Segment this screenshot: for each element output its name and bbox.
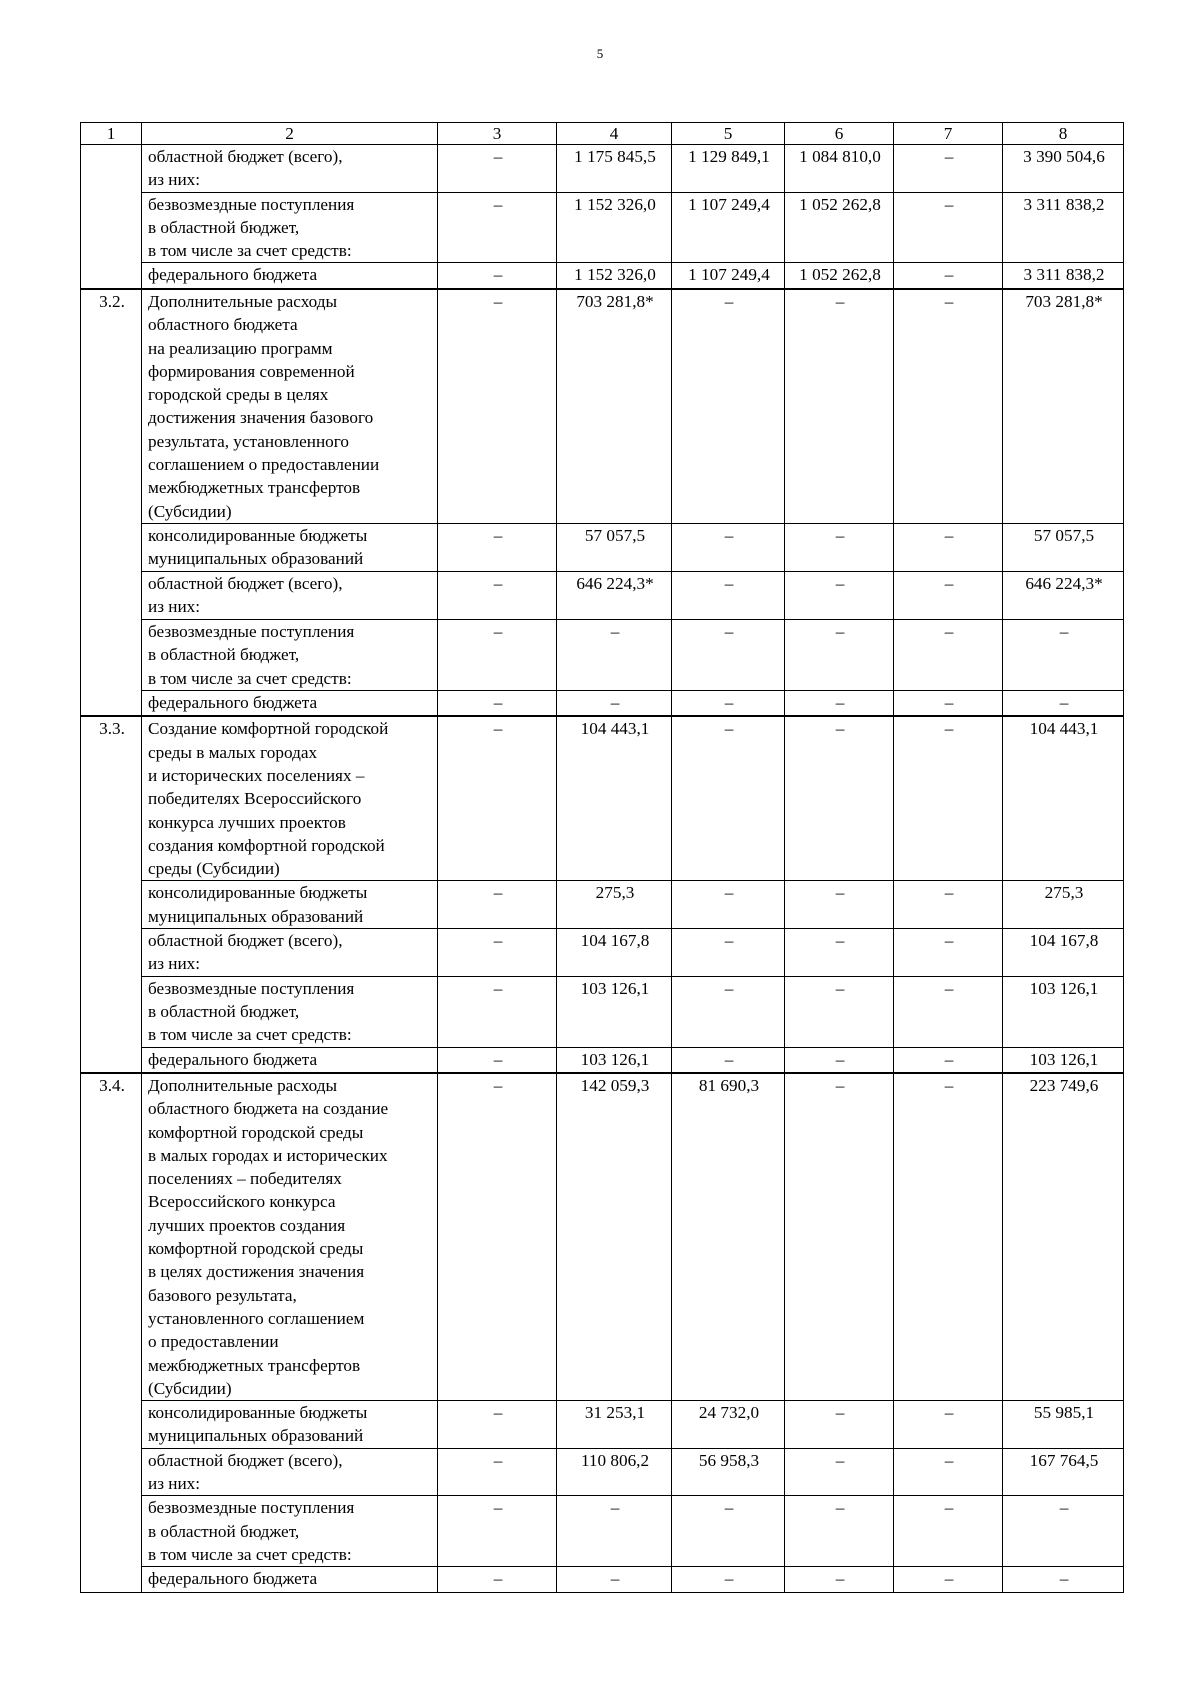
description-line: областной бюджет (всего),: [148, 931, 343, 951]
value-cell-col-4: 103 126,1: [557, 976, 672, 1047]
table-row: [81, 145, 1124, 193]
value-cell-col-3: –: [438, 1073, 557, 1401]
value-cell-col-3: –: [438, 1047, 557, 1073]
value-cell-col-6: –: [785, 571, 894, 619]
description-line: федерального бюджета: [148, 692, 318, 712]
description-line: установленного соглашением: [148, 1308, 365, 1328]
description-line: Дополнительные расходы: [148, 1076, 338, 1095]
value-cell-col-3: –: [438, 690, 557, 716]
description-cell: [142, 1496, 438, 1567]
value-cell-col-6: –: [785, 1401, 894, 1449]
value-cell-col-3: –: [438, 619, 557, 690]
table-row: [81, 881, 1124, 929]
column-number: 4: [557, 123, 672, 145]
value-cell-col-5: –: [672, 881, 785, 929]
description-line: из них:: [148, 954, 201, 974]
description-cell: [142, 263, 438, 289]
value-cell-col-7: –: [894, 716, 1003, 881]
value-cell-col-3: –: [438, 1448, 557, 1496]
description-line: консолидированные бюджеты: [148, 1403, 368, 1423]
description-line: комфортной городской среды: [148, 1122, 364, 1142]
description-line: победителях Всероссийского: [148, 789, 362, 809]
column-number: 7: [894, 123, 1003, 145]
description-line: муниципальных образований: [148, 1426, 364, 1446]
value-cell-col-6: –: [785, 1567, 894, 1593]
description-cell: [142, 716, 438, 881]
value-cell-col-3: –: [438, 1496, 557, 1567]
value-cell-col-7: –: [894, 619, 1003, 690]
value-cell-col-5: –: [672, 571, 785, 619]
description-line: межбюджетных трансфертов: [148, 1355, 361, 1375]
description-line: среды (Субсидии): [148, 859, 280, 879]
description-line: в том числе за счет средств:: [148, 1025, 352, 1045]
description-line: федерального бюджета: [148, 265, 318, 285]
value-cell-col-6: –: [785, 1047, 894, 1073]
value-cell-col-8: –: [1003, 1496, 1124, 1567]
value-cell-col-8: 57 057,5: [1003, 523, 1124, 571]
description-line: создания комфортной городской: [148, 835, 385, 855]
value-cell-col-7: –: [894, 289, 1003, 523]
table-row: [81, 192, 1124, 263]
value-cell-col-6: –: [785, 1073, 894, 1401]
value-cell-col-7: –: [894, 1401, 1003, 1449]
value-cell-col-7: –: [894, 1073, 1003, 1401]
description-line: поселениях – победителях: [148, 1169, 342, 1189]
row-number-cell: [81, 145, 142, 289]
value-cell-col-7: –: [894, 192, 1003, 263]
value-cell-col-8: –: [1003, 1567, 1124, 1593]
value-cell-col-3: –: [438, 929, 557, 977]
value-cell-col-4: 110 806,2: [557, 1448, 672, 1496]
description-line: городской среды в целях: [148, 385, 329, 405]
description-line: областной бюджет (всего),: [148, 573, 343, 593]
description-line: консолидированные бюджеты: [148, 883, 368, 903]
description-cell: [142, 1401, 438, 1449]
description-cell: [142, 690, 438, 716]
value-cell-col-5: –: [672, 716, 785, 881]
value-cell-col-6: –: [785, 1496, 894, 1567]
description-line: на реализацию программ: [148, 338, 333, 358]
value-cell-col-4: 104 167,8: [557, 929, 672, 977]
row-number-cell: 3.4.: [81, 1073, 142, 1593]
table-row: [81, 1401, 1124, 1449]
value-cell-col-5: –: [672, 619, 785, 690]
value-cell-col-8: 223 749,6: [1003, 1073, 1124, 1401]
value-cell-col-5: 1 107 249,4: [672, 192, 785, 263]
value-cell-col-3: –: [438, 976, 557, 1047]
value-cell-col-7: –: [894, 690, 1003, 716]
value-cell-col-8: –: [1003, 690, 1124, 716]
value-cell-col-7: –: [894, 976, 1003, 1047]
value-cell-col-4: –: [557, 619, 672, 690]
description-line: в областной бюджет,: [148, 1001, 300, 1021]
table-row: [81, 1448, 1124, 1496]
value-cell-col-4: 142 059,3: [557, 1073, 672, 1401]
value-cell-col-3: –: [438, 716, 557, 881]
table-body: [81, 145, 1124, 1593]
description-cell: [142, 145, 438, 193]
column-number: 5: [672, 123, 785, 145]
value-cell-col-7: –: [894, 523, 1003, 571]
description-line: в том числе за счет средств:: [148, 668, 352, 688]
description-line: в областной бюджет,: [148, 217, 300, 237]
value-cell-col-7: –: [894, 263, 1003, 289]
description-line: среды в малых городах: [148, 742, 318, 762]
value-cell-col-3: –: [438, 881, 557, 929]
budget-table: [80, 122, 1124, 1593]
value-cell-col-8: 167 764,5: [1003, 1448, 1124, 1496]
table-row: [81, 929, 1124, 977]
value-cell-col-5: 24 732,0: [672, 1401, 785, 1449]
table-row: [81, 690, 1124, 716]
value-cell-col-6: 1 052 262,8: [785, 263, 894, 289]
table-row: [81, 1496, 1124, 1567]
value-cell-col-3: –: [438, 1401, 557, 1449]
table-row: [81, 619, 1124, 690]
table-row: [81, 263, 1124, 289]
value-cell-col-5: 1 129 849,1: [672, 145, 785, 193]
description-line: межбюджетных трансфертов: [148, 478, 361, 498]
description-line: областной бюджет (всего),: [148, 1450, 343, 1470]
description-cell: [142, 976, 438, 1047]
value-cell-col-8: –: [1003, 619, 1124, 690]
description-line: лучших проектов создания: [148, 1215, 346, 1235]
description-cell: [142, 192, 438, 263]
value-cell-col-3: –: [438, 145, 557, 193]
description-line: в малых городах и исторических: [148, 1145, 388, 1165]
description-line: в целях достижения значения: [148, 1262, 365, 1282]
description-line: безвозмездные поступления: [148, 621, 355, 641]
value-cell-col-7: –: [894, 571, 1003, 619]
description-cell: [142, 1567, 438, 1593]
table-row: [81, 571, 1124, 619]
description-line: в областной бюджет,: [148, 645, 300, 665]
description-line: безвозмездные поступления: [148, 194, 355, 214]
row-number-cell: 3.3.: [81, 716, 142, 1073]
description-cell: [142, 881, 438, 929]
value-cell-col-5: –: [672, 1496, 785, 1567]
value-cell-col-6: –: [785, 619, 894, 690]
value-cell-col-4: 31 253,1: [557, 1401, 672, 1449]
value-cell-col-6: –: [785, 289, 894, 523]
value-cell-col-5: –: [672, 523, 785, 571]
value-cell-col-4: 1 152 326,0: [557, 192, 672, 263]
value-cell-col-5: –: [672, 289, 785, 523]
value-cell-col-5: –: [672, 1567, 785, 1593]
value-cell-col-4: 57 057,5: [557, 523, 672, 571]
column-number-row: [81, 123, 1124, 145]
value-cell-col-8: 3 311 838,2: [1003, 263, 1124, 289]
value-cell-col-8: 275,3: [1003, 881, 1124, 929]
column-number: 8: [1003, 123, 1124, 145]
description-line: из них:: [148, 597, 201, 617]
column-number: 6: [785, 123, 894, 145]
value-cell-col-4: –: [557, 1496, 672, 1567]
value-cell-col-3: –: [438, 289, 557, 523]
description-line: федерального бюджета: [148, 1569, 318, 1589]
description-line: соглашением о предоставлении: [148, 455, 380, 475]
description-line: областной бюджет (всего),: [148, 147, 343, 166]
description-cell: [142, 929, 438, 977]
value-cell-col-3: –: [438, 523, 557, 571]
description-line: из них:: [148, 1474, 201, 1494]
value-cell-col-6: –: [785, 690, 894, 716]
value-cell-col-4: 646 224,3*: [557, 571, 672, 619]
value-cell-col-6: –: [785, 523, 894, 571]
description-line: в том числе за счет средств:: [148, 1544, 352, 1564]
value-cell-col-6: 1 084 810,0: [785, 145, 894, 193]
value-cell-col-4: 1 152 326,0: [557, 263, 672, 289]
value-cell-col-5: 56 958,3: [672, 1448, 785, 1496]
table-row: [81, 523, 1124, 571]
value-cell-col-5: –: [672, 1047, 785, 1073]
description-line: (Субсидии): [148, 501, 232, 521]
value-cell-col-5: –: [672, 690, 785, 716]
column-number: 1: [81, 123, 142, 145]
value-cell-col-6: –: [785, 716, 894, 881]
table-row: [81, 716, 1124, 881]
description-cell: [142, 1073, 438, 1401]
description-line: федерального бюджета: [148, 1049, 318, 1069]
table-row: [81, 1073, 1124, 1401]
description-line: конкурса лучших проектов: [148, 812, 346, 832]
row-number-cell: 3.2.: [81, 289, 142, 716]
value-cell-col-8: 104 443,1: [1003, 716, 1124, 881]
page-number: 5: [596, 46, 604, 61]
description-line: безвозмездные поступления: [148, 1498, 355, 1518]
description-cell: [142, 619, 438, 690]
value-cell-col-7: –: [894, 1496, 1003, 1567]
description-line: (Субсидии): [148, 1378, 232, 1398]
description-line: комфортной городской среды: [148, 1239, 364, 1259]
description-line: Всероссийского конкурса: [148, 1192, 336, 1212]
value-cell-col-7: –: [894, 929, 1003, 977]
value-cell-col-5: –: [672, 976, 785, 1047]
table-row: [81, 1567, 1124, 1593]
description-line: из них:: [148, 170, 201, 190]
description-line: результата, установленного: [148, 431, 349, 451]
value-cell-col-8: 55 985,1: [1003, 1401, 1124, 1449]
description-line: о предоставлении: [148, 1332, 279, 1352]
description-line: консолидированные бюджеты: [148, 525, 368, 545]
description-cell: [142, 571, 438, 619]
description-line: Дополнительные расходы: [148, 291, 338, 311]
value-cell-col-7: –: [894, 1047, 1003, 1073]
value-cell-col-7: –: [894, 881, 1003, 929]
value-cell-col-7: –: [894, 1567, 1003, 1593]
value-cell-col-6: –: [785, 929, 894, 977]
description-line: муниципальных образований: [148, 549, 364, 569]
description-line: безвозмездные поступления: [148, 978, 355, 998]
value-cell-col-3: –: [438, 263, 557, 289]
description-line: муниципальных образований: [148, 906, 364, 926]
description-line: областного бюджета на создание: [148, 1099, 389, 1119]
description-line: и исторических поселениях –: [148, 765, 365, 785]
column-number: 2: [142, 123, 438, 145]
description-line: формирования современной: [148, 361, 355, 381]
value-cell-col-3: –: [438, 192, 557, 263]
value-cell-col-4: –: [557, 690, 672, 716]
value-cell-col-8: 103 126,1: [1003, 976, 1124, 1047]
value-cell-col-6: –: [785, 881, 894, 929]
value-cell-col-5: 1 107 249,4: [672, 263, 785, 289]
value-cell-col-4: 104 443,1: [557, 716, 672, 881]
description-line: Создание комфортной городской: [148, 719, 389, 739]
value-cell-col-8: 703 281,8*: [1003, 289, 1124, 523]
value-cell-col-4: 703 281,8*: [557, 289, 672, 523]
value-cell-col-6: –: [785, 1448, 894, 1496]
description-cell: [142, 289, 438, 523]
value-cell-col-5: –: [672, 929, 785, 977]
table-row: [81, 289, 1124, 523]
value-cell-col-8: 3 311 838,2: [1003, 192, 1124, 263]
description-cell: [142, 1448, 438, 1496]
value-cell-col-7: –: [894, 145, 1003, 193]
table-row: [81, 976, 1124, 1047]
value-cell-col-8: 3 390 504,6: [1003, 145, 1124, 193]
value-cell-col-4: 103 126,1: [557, 1047, 672, 1073]
value-cell-col-3: –: [438, 1567, 557, 1593]
value-cell-col-6: 1 052 262,8: [785, 192, 894, 263]
value-cell-col-8: 646 224,3*: [1003, 571, 1124, 619]
value-cell-col-4: 275,3: [557, 881, 672, 929]
value-cell-col-7: –: [894, 1448, 1003, 1496]
description-line: областного бюджета: [148, 315, 298, 335]
column-number: 3: [438, 123, 557, 145]
value-cell-col-8: 104 167,8: [1003, 929, 1124, 977]
value-cell-col-6: –: [785, 976, 894, 1047]
table-row: [81, 1047, 1124, 1073]
value-cell-col-3: –: [438, 571, 557, 619]
description-line: в том числе за счет средств:: [148, 241, 352, 261]
value-cell-col-4: 1 175 845,5: [557, 145, 672, 193]
description-cell: [142, 1047, 438, 1073]
value-cell-col-8: 103 126,1: [1003, 1047, 1124, 1073]
value-cell-col-4: –: [557, 1567, 672, 1593]
description-line: в областной бюджет,: [148, 1521, 300, 1541]
description-line: достижения значения базового: [148, 408, 374, 428]
value-cell-col-5: 81 690,3: [672, 1073, 785, 1401]
description-line: базового результата,: [148, 1285, 297, 1305]
description-cell: [142, 523, 438, 571]
